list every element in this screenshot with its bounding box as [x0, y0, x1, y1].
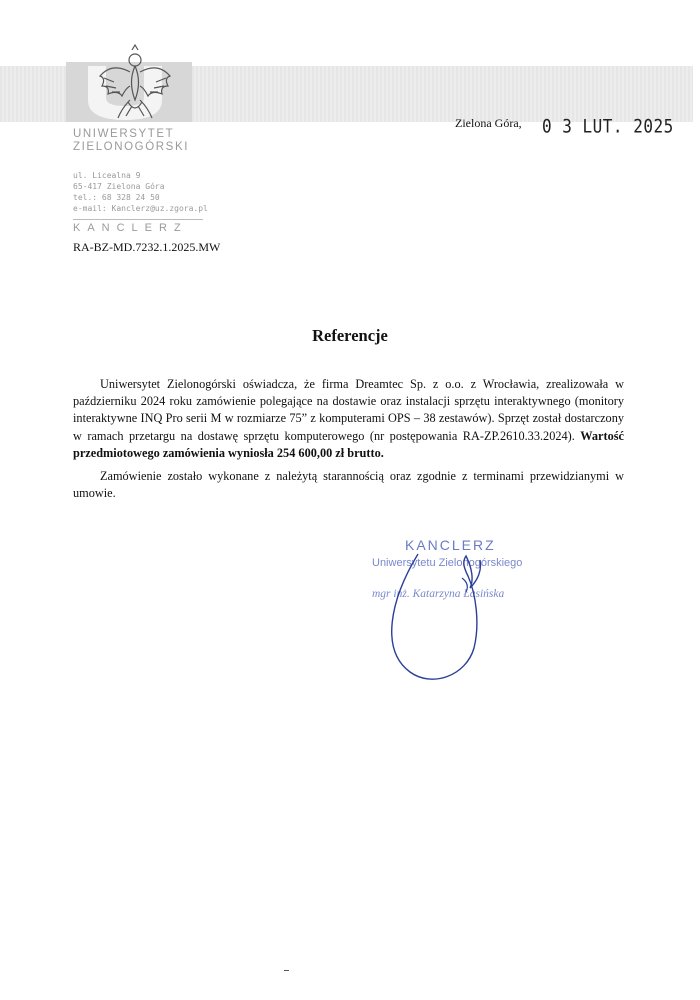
paragraph-2: Zamówienie zostało wykonane z należytą starannością oraz zgodnie z terminami przewidzianymi w umowie. [73, 469, 624, 501]
university-address: ul. Licealna 9 65-417 Zielona Góra tel.: 68 328 24 50 e-mail: Kanclerz@uz.zgora.pl [73, 171, 208, 213]
footer-mark [284, 970, 289, 971]
paragraph-1-text: Uniwersytet Zielonogórski oświadcza, że firma Dreamtec Sp. z o.o. z Wrocławia, zrealizowała w październiku 2024 roku zamówienie polegające na dostawie oraz instalacji sprzętu interaktywnego (monitory interaktywne INQ Pro serii M w rozmiarze 75” z komputerami OPS – 38 zestawów). Sprzęt został dostarczony w ramach przetargu na dostawę sprzętu komputerowego (nr postępowania RA-ZP.2610.33.2024). [73, 377, 624, 443]
place-text: Zielona Góra, [455, 116, 522, 130]
document-title: Referencje [312, 326, 388, 345]
handwritten-signature [370, 540, 530, 690]
university-name-line2: ZIELONOGÓRSKI [73, 141, 190, 153]
paragraph-1-bold: Wartość przedmiotowego zamówienia wyniosła 254 600,00 zł brutto. [73, 428, 624, 460]
paragraph-1 [73, 376, 624, 462]
header-divider [73, 219, 203, 220]
university-name [73, 128, 253, 154]
reference-number: RA-BZ-MD.7232.1.2025.MW [73, 240, 221, 254]
eagle-emblem-icon [92, 42, 178, 128]
university-name-line1: UNIWERSYTET [73, 128, 175, 140]
date-stamp: 0 3 LUT. 2025 [542, 115, 674, 137]
office-name: KANCLERZ [73, 222, 188, 234]
signature-stamp-unit: Uniwersytetu Zielonogórskiego [372, 557, 523, 569]
signature-stamp-name: mgr inż. Katarzyna Łasińska [372, 588, 505, 600]
signature-stamp-title: KANCLERZ [405, 537, 496, 553]
